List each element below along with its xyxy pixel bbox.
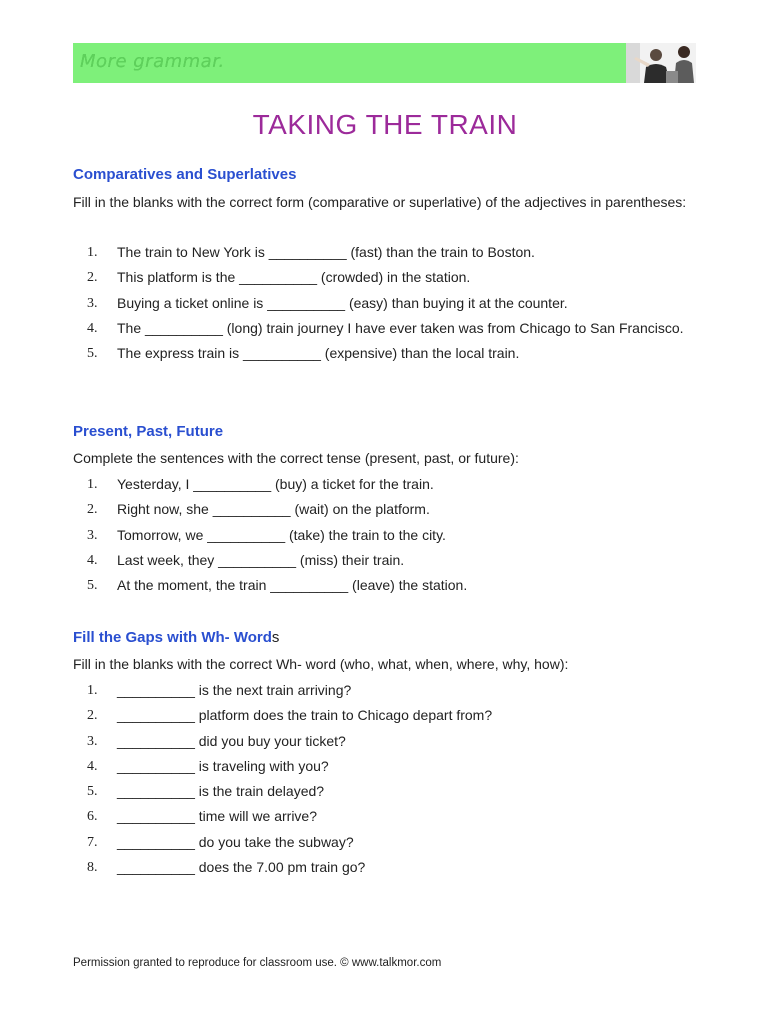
list-item — [73, 754, 693, 779]
exercise-list-tenses — [73, 472, 693, 598]
list-item — [73, 573, 693, 598]
list-item — [73, 703, 693, 728]
list-item — [73, 523, 693, 548]
list-item — [73, 548, 693, 573]
list-item — [73, 855, 693, 880]
section-instruction: Fill in the blanks with the correct form (comparative or superlative) of the adjectives in parentheses: — [73, 194, 687, 210]
item-text: Right now, she __________ (wait) on the platform. — [117, 501, 430, 518]
section-heading-text: Comparatives and Superlatives — [73, 166, 297, 183]
list-item — [73, 830, 693, 855]
item-number: 4. — [87, 758, 98, 774]
section-heading-tenses — [73, 423, 223, 440]
item-text: __________ time will we arrive? — [117, 808, 317, 825]
item-number: 4. — [87, 320, 98, 336]
item-number: 2. — [87, 270, 98, 286]
item-text: Last week, they __________ (miss) their train. — [117, 551, 405, 568]
page-title: TAKING THE TRAIN — [252, 109, 518, 140]
banner-title: More grammar. — [80, 51, 225, 72]
item-text: The express train is __________ (expensive) than the local train. — [117, 345, 520, 362]
item-text: Yesterday, I __________ (buy) a ticket for the train. — [117, 476, 434, 492]
list-item — [73, 341, 693, 366]
item-text: Tomorrow, we __________ (take) the train to the city. — [117, 526, 446, 543]
item-text: __________ platform does the train to Chicago depart from? — [117, 707, 493, 724]
item-text: __________ is traveling with you? — [117, 757, 329, 774]
section-instruction: Complete the sentences with the correct tense (present, past, or future): — [73, 450, 519, 466]
item-number: 1. — [87, 477, 98, 492]
list-item — [73, 804, 693, 829]
exercise-list-wh-words — [73, 678, 693, 880]
item-text: At the moment, the train __________ (leave) the station. — [117, 577, 468, 594]
item-text: This platform is the __________ (crowded) in the station. — [117, 269, 471, 286]
exercise-list-comparatives — [73, 240, 693, 366]
item-text: __________ do you take the subway? — [117, 833, 354, 850]
section-heading-text: Fill the Gaps with Wh- Word — [73, 629, 272, 646]
item-text: __________ does the 7.00 pm train go? — [117, 859, 366, 876]
section-heading-wh-words — [73, 629, 279, 646]
item-number: 7. — [87, 834, 98, 850]
item-number: 8. — [87, 860, 98, 876]
item-text: __________ did you buy your ticket? — [117, 732, 346, 749]
item-number: 4. — [87, 552, 98, 568]
item-number: 5. — [87, 784, 98, 800]
item-number: 3. — [87, 295, 98, 311]
section-instruction: Fill in the blanks with the correct Wh- word (who, what, when, where, why, how): — [73, 656, 569, 672]
list-item — [73, 497, 693, 522]
list-item — [73, 678, 693, 703]
list-item — [73, 291, 693, 316]
item-number: 5. — [87, 346, 98, 362]
classroom-photo-icon — [626, 43, 696, 83]
item-number: 6. — [87, 809, 98, 825]
list-item — [73, 316, 693, 341]
item-text: __________ is the next train arriving? — [117, 682, 352, 698]
list-item — [73, 472, 693, 497]
item-text: __________ is the train delayed? — [117, 783, 325, 800]
section-heading-comparatives — [73, 166, 296, 183]
item-text: The __________ (long) train journey I have ever taken was from Chicago to San Francisco. — [117, 319, 684, 336]
item-number: 1. — [87, 683, 98, 698]
section-heading-text: Present, Past, Future — [73, 423, 224, 440]
list-item — [73, 240, 693, 265]
item-number: 1. — [87, 245, 98, 260]
item-text: The train to New York is __________ (fast) than the train to Boston. — [117, 244, 535, 260]
item-number: 5. — [87, 578, 98, 594]
item-number: 2. — [87, 502, 98, 518]
item-text: Buying a ticket online is __________ (easy) than buying it at the counter. — [117, 294, 568, 311]
list-item — [73, 779, 693, 804]
item-number: 3. — [87, 733, 98, 749]
banner-photo — [626, 43, 696, 83]
section-heading-tail: s — [271, 629, 280, 646]
header-banner — [73, 43, 696, 83]
list-item — [73, 729, 693, 754]
item-number: 3. — [87, 527, 98, 543]
item-number: 2. — [87, 708, 98, 724]
footer-permission: Permission granted to reproduce for classroom use. © www.talkmor.com — [73, 957, 442, 969]
list-item — [73, 265, 693, 290]
